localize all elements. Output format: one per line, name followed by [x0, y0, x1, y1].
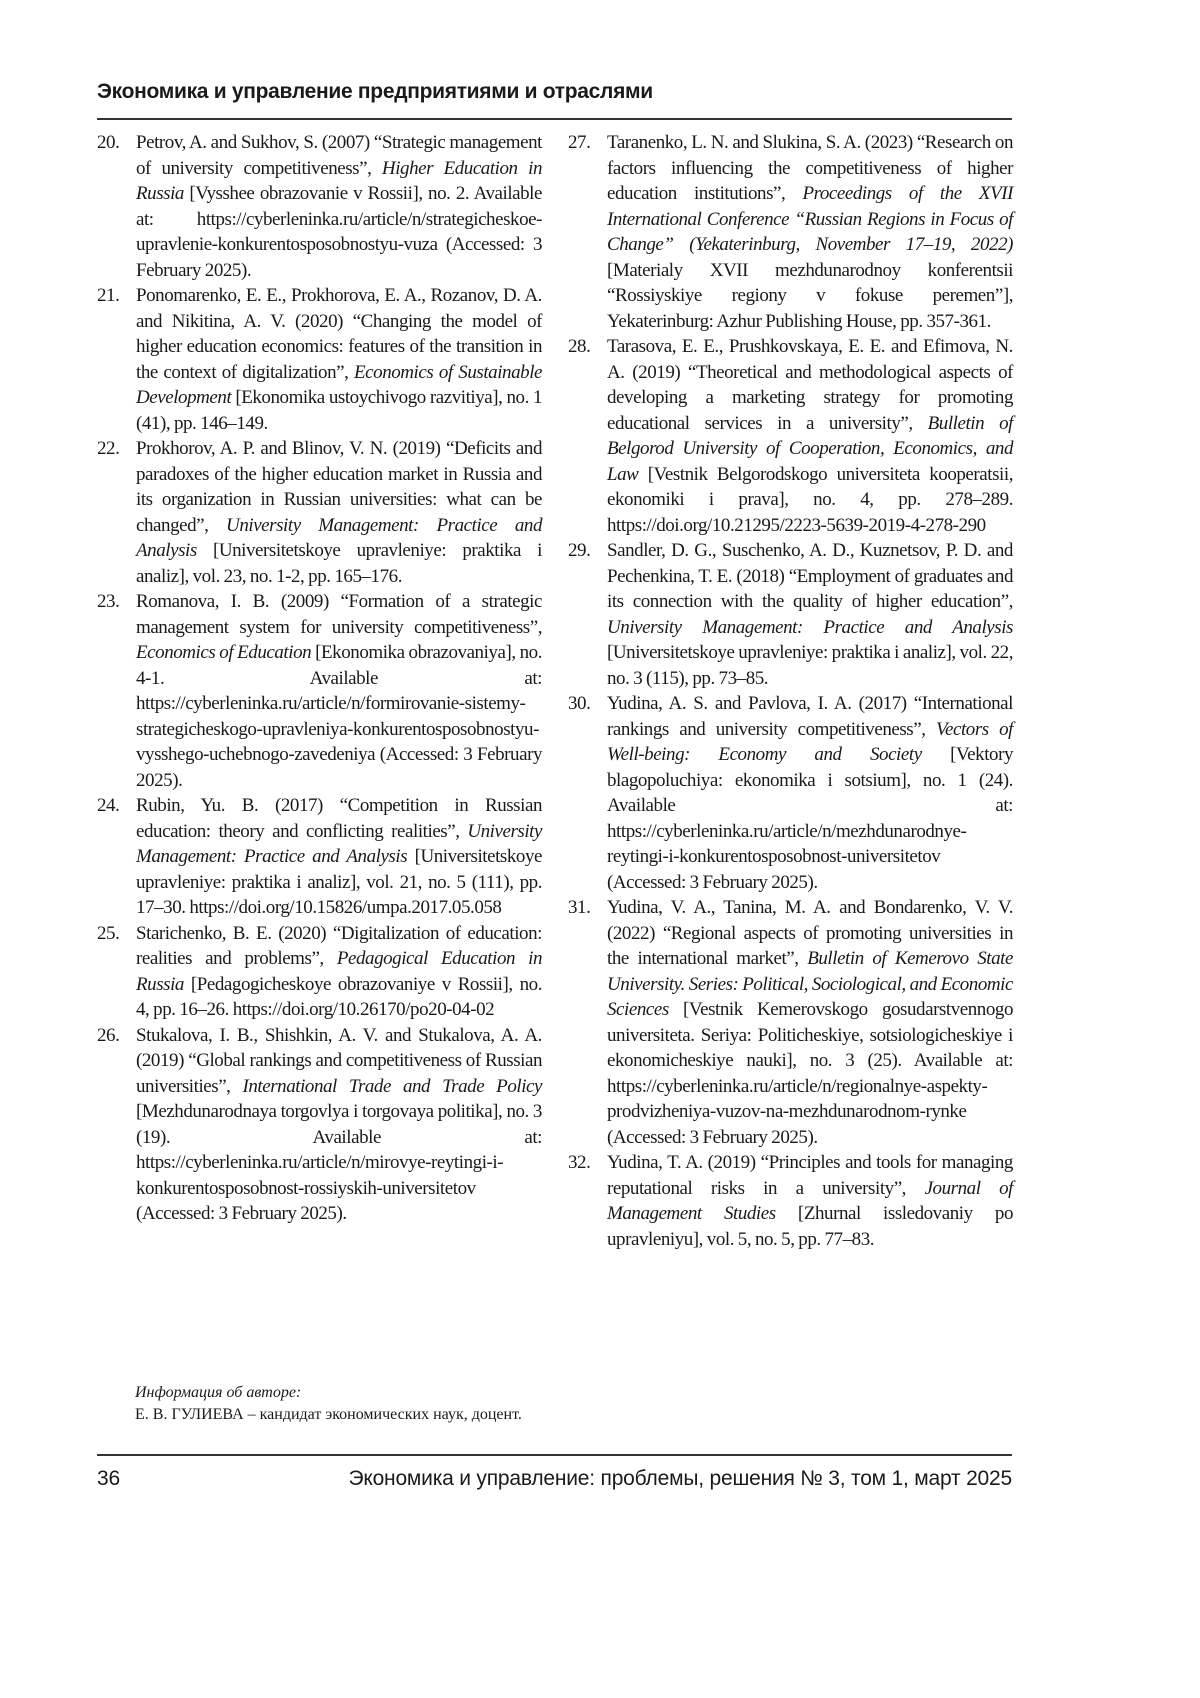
- reference-item: [97, 436, 542, 589]
- reference-text-segment: Stukalova, I. B., Shishkin, A. V. and Stukalova, A. A. (2019) “Global rankings and competitiveness of Russian universities”,: [136, 1024, 542, 1097]
- reference-number: 22.: [97, 438, 120, 459]
- running-header: Экономика и управление предприятиями и отраслями: [97, 80, 653, 103]
- reference-text: [607, 1150, 1013, 1252]
- reference-text-segment: [Mezhdunarodnaya torgovlya i torgovaya politika], no. 3 (19). Available at: https://cyberleninka.ru/article/n/mirovye-reytingi-i-konkurentosposobnost-rossiyskih-universitetov (Accessed: 3 February 2025).: [136, 1101, 542, 1224]
- reference-number: 30.: [568, 693, 591, 714]
- reference-source-title: University Management: Practice and Analysis: [607, 616, 1013, 638]
- reference-text: [607, 334, 1013, 538]
- reference-number: 25.: [97, 922, 120, 944]
- author-info-text: Е. В. ГУЛИЕВА – кандидат экономических наук, доцент.: [135, 1406, 522, 1423]
- reference-item: [97, 921, 542, 1023]
- reference-number: 31.: [568, 897, 591, 918]
- reference-text-segment: [Universitetskoye upravleniye: praktika i analiz], vol. 21, no. 5 (111), pp. 17–30. https://doi.org/10.15826/umpa.2017.05.058: [136, 846, 542, 918]
- reference-text-segment: Taranenko, L. N. and Slukina, S. A. (2023) “Research on factors influencing the competitiveness of higher education institutions”,: [607, 132, 1013, 204]
- reference-text-segment: Petrov, A. and Sukhov, S. (2007) “Strategic management of university competitiveness”,: [136, 132, 542, 179]
- references-right-column: [568, 130, 1013, 1252]
- header-rule: [97, 118, 1012, 120]
- reference-text-segment: Rubin, Yu. B. (2017) “Competition in Russian education: theory and conflicting realities”,: [136, 795, 542, 842]
- reference-text-segment: [Materialy XVII mezhdunarodnoy konferentsii “Rossiyskiye regiony v fokuse peremen”], Yekaterinburg: Azhur Publishing House, pp. 357-361.: [607, 259, 1013, 332]
- reference-text-segment: [Vektory blagopoluchiya: ekonomika i sotsium], no. 1 (24). Available at: https://cyberleninka.ru/article/n/mezhdunarodnye-reytingi-i-konkurentosposobnost-universitetov (Accessed: 3 February 2025).: [607, 744, 1013, 893]
- reference-text: [607, 691, 1013, 895]
- reference-text: [136, 921, 542, 1023]
- reference-number: 24.: [97, 795, 120, 816]
- reference-text: [136, 793, 542, 921]
- reference-text: [136, 130, 542, 283]
- reference-text-segment: Starichenko, B. E. (2020) “Digitalization of education: realities and problems”,: [136, 922, 542, 969]
- reference-item: [568, 691, 1013, 895]
- page-footer: [97, 1467, 1012, 1491]
- reference-item: [568, 1150, 1013, 1252]
- reference-number: 26.: [97, 1024, 120, 1046]
- reference-text-segment: Romanova, I. B. (2009) “Formation of a strategic management system for university competitiveness”,: [136, 591, 542, 638]
- reference-text-segment: [Vestnik Kemerovskogo gosudarstvennogo universiteta. Seriya: Politicheskiye, sotsiologicheskiye i ekonomicheskiye nauki], no. 3 (25). Available at: https://cyberleninka.ru/article/n/regionalnye-aspekty-prodvizheniya-vuzov-na-mezhdunarodnom-rynke (Accessed: 3 February 2025).: [607, 999, 1013, 1148]
- reference-source-title: Proceedings of the XVII International Conference “Russian Regions in Focus of Change” (Yekaterinburg, November 17–19, 2022): [607, 183, 1013, 255]
- reference-item: [97, 130, 542, 283]
- reference-text: [607, 895, 1013, 1150]
- reference-number: 23.: [97, 591, 120, 612]
- reference-source-title: Bulletin of Kemerovo State University. Series: Political, Sociological, and Economic Sciences: [607, 948, 1013, 1020]
- reference-text-segment: [Ekonomika obrazovaniya], no. 4-1. Available at: https://cyberleninka.ru/article/n/formirovanie-sistemy-strategicheskogo-upravleniya-konkurentosposobnostyu-vysshego-uchebnogo-zavedeniya (Accessed: 3 February 2025).: [136, 642, 542, 791]
- reference-text-segment: Tarasova, E. E., Prushkovskaya, E. E. and Efimova, N. A. (2019) “Theoretical and methodological aspects of developing a marketing strategy for promoting educational services in a university”,: [607, 336, 1013, 434]
- reference-source-title: Higher Education in Russia: [136, 157, 543, 204]
- reference-text-segment: Yudina, T. A. (2019) “Principles and tools for managing reputational risks in a university”,: [607, 1152, 1013, 1199]
- reference-text: [136, 436, 542, 589]
- author-info: [135, 1382, 522, 1426]
- reference-item: [568, 538, 1013, 691]
- reference-item: [97, 283, 542, 436]
- reference-number: 21.: [97, 285, 120, 306]
- reference-item: [568, 334, 1013, 538]
- reference-source-title: Economics of Sustainable Development: [136, 361, 543, 408]
- reference-text-segment: Yudina, V. A., Tanina, M. A. and Bondarenko, V. V. (2022) “Regional aspects of promoting universities in the international market”,: [607, 897, 1013, 969]
- reference-number: 20.: [97, 132, 120, 153]
- reference-item: [97, 1023, 542, 1227]
- reference-text: [607, 130, 1013, 334]
- reference-number: 27.: [568, 132, 591, 153]
- reference-text-segment: Sandler, D. G., Suschenko, A. D., Kuznetsov, P. D. and Pechenkina, T. E. (2018) “Employment of graduates and its connection with the quality of higher education”,: [607, 540, 1013, 612]
- reference-text: [136, 283, 542, 436]
- references-left-column: [97, 130, 542, 1227]
- reference-number: 28.: [568, 336, 591, 357]
- reference-item: [97, 589, 542, 793]
- reference-number: 29.: [568, 540, 591, 561]
- author-info-label: Информация об авторе:: [135, 1384, 302, 1401]
- reference-text-segment: Prokhorov, A. P. and Blinov, V. N. (2019) “Deficits and paradoxes of the higher education market in Russia and its organization in Russian universities: what can be changed”,: [136, 438, 542, 536]
- reference-source-title: University Management: Practice and Analysis: [136, 820, 542, 867]
- reference-text-segment: [Pedagogicheskoye obrazovaniye v Rossii], no. 4, pp. 16–26. https://doi.org/10.26170/po20-04-02: [136, 973, 542, 1020]
- reference-text-segment: [Vysshee obrazovanie v Rossii], no. 2. Available at: https://cyberleninka.ru/article/n/strategicheskoe-upravlenie-konkurentosposobnostyu-vuza (Accessed: 3 February 2025).: [136, 183, 542, 281]
- reference-text-segment: [Universitetskoye upravleniye: praktika i analiz], vol. 22, no. 3 (115), pp. 73–85.: [607, 642, 1013, 689]
- reference-number: 32.: [568, 1152, 591, 1173]
- reference-text: [607, 538, 1013, 691]
- reference-source-title: Journal of Management Studies: [607, 1177, 1014, 1224]
- reference-item: [97, 793, 542, 921]
- reference-text-segment: [Ekonomika ustoychivogo razvitiya], no. 1 (41), pp. 146–149.: [136, 387, 542, 434]
- reference-source-title: International Trade and Trade Policy: [242, 1075, 542, 1097]
- reference-item: [568, 895, 1013, 1150]
- reference-source-title: Vectors of Well-being: Economy and Society: [607, 718, 1013, 765]
- page-number: 36: [97, 1467, 120, 1490]
- reference-item: [568, 130, 1013, 334]
- reference-text-segment: [Universitetskoye upravleniye: praktika i analiz], vol. 23, no. 1-2, pp. 165–176.: [136, 540, 542, 587]
- reference-text-segment: Yudina, A. S. and Pavlova, I. A. (2017) “International rankings and university competitiveness”,: [607, 693, 1013, 740]
- reference-text: [136, 589, 542, 793]
- reference-source-title: Economics of Education: [136, 642, 312, 663]
- reference-text: [136, 1023, 542, 1227]
- reference-text-segment: [Zhurnal issledovaniy po upravleniyu], vol. 5, no. 5, pp. 77–83.: [607, 1203, 1013, 1250]
- footer-rule: [97, 1454, 1012, 1456]
- journal-issue: Экономика и управление: проблемы, решения № 3, том 1, март 2025: [348, 1467, 1012, 1490]
- reference-source-title: Bulletin of Belgorod University of Cooperation, Economics, and Law: [607, 412, 1013, 485]
- reference-text-segment: [Vestnik Belgorodskogo universiteta kooperatsii, ekonomiki i prava], no. 4, pp. 278–289. https://doi.org/10.21295/2223-5639-2019-4-278-290: [607, 463, 1013, 536]
- reference-text-segment: Ponomarenko, E. E., Prokhorova, E. A., Rozanov, D. A. and Nikitina, A. V. (2020) “Changing the model of higher education economics: features of the transition in the context of digitalization”,: [136, 285, 542, 383]
- reference-source-title: University Management: Practice and Analysis: [136, 514, 542, 561]
- reference-source-title: Pedagogical Education in Russia: [136, 948, 543, 995]
